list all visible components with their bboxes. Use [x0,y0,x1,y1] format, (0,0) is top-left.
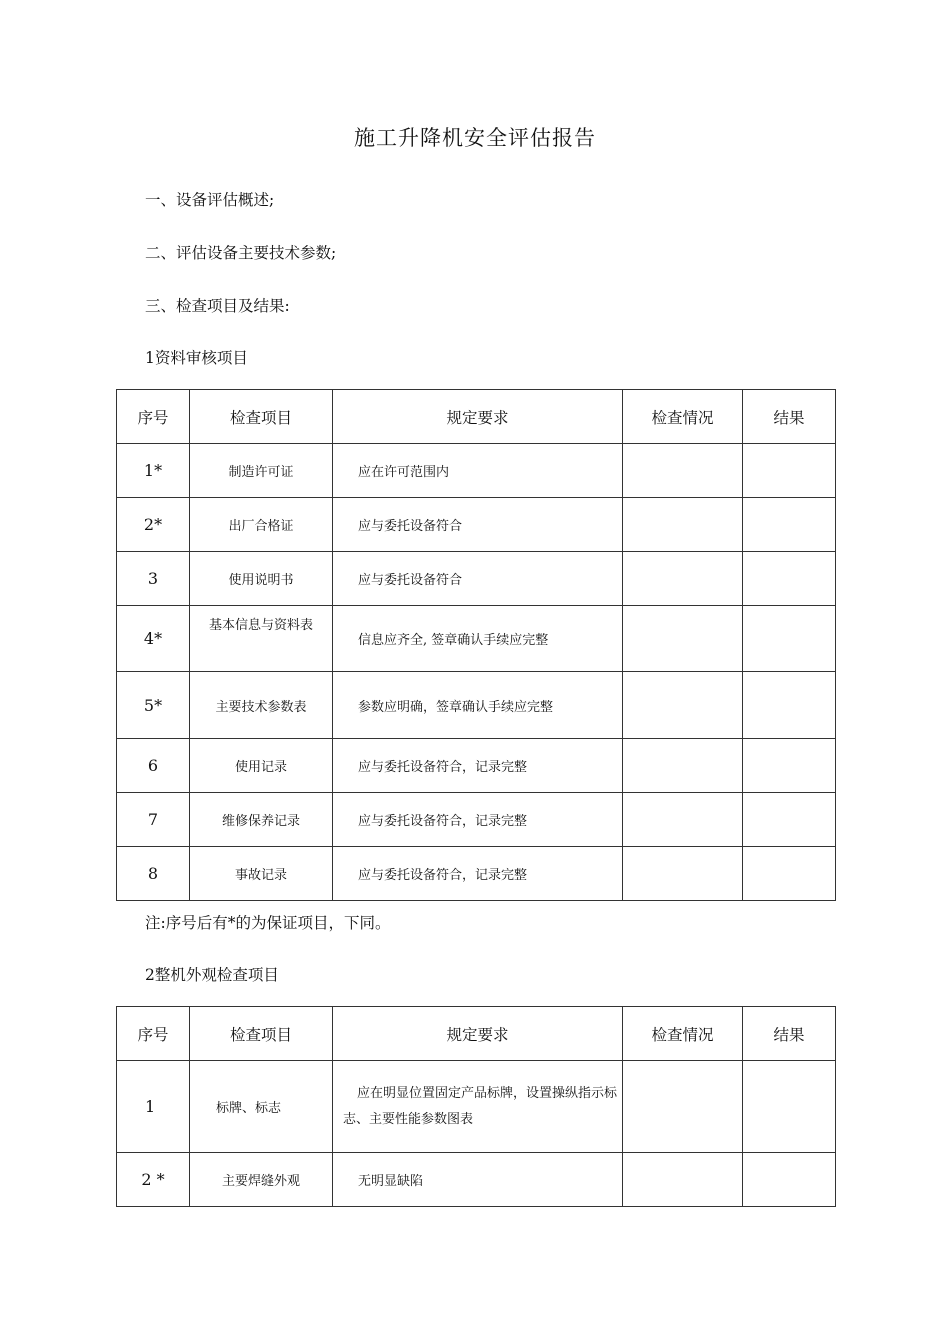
row-no: 8 [117,847,190,901]
row-result-cell[interactable] [743,847,836,901]
row-no: 1 [117,1061,190,1153]
row-item: 主要技术参数表 [190,672,333,739]
table-header-row [117,390,836,444]
header-result: 结果 [743,1007,836,1061]
table-row [117,444,836,498]
document-review-table [116,389,836,901]
row-item: 出厂合格证 [190,498,333,552]
table-row [117,739,836,793]
row-item: 标牌、标志 [190,1061,333,1153]
table1-note: 注:序号后有*的为保证项目，下同。 [145,914,391,932]
table1-heading: 1资料审核项目 [145,349,248,367]
row-result-cell[interactable] [743,444,836,498]
table-header-row [117,1007,836,1061]
section-parameters: 二、评估设备主要技术参数; [145,244,337,262]
table-row [117,606,836,672]
row-status-cell[interactable] [623,1061,743,1153]
row-no: 2 * [117,1153,190,1207]
row-result-cell[interactable] [743,793,836,847]
table-row [117,672,836,739]
row-requirement: 应与委托设备符合 [333,552,623,606]
table-row [117,1061,836,1153]
table-row [117,552,836,606]
row-requirement: 信息应齐全, 签章确认手续应完整 [333,606,623,672]
row-item: 使用记录 [190,739,333,793]
header-no: 序号 [117,1007,190,1061]
row-no: 4* [117,606,190,672]
appearance-check-table [116,1006,836,1207]
row-status-cell[interactable] [623,606,743,672]
table2-heading: 2整机外观检查项目 [145,966,279,984]
header-item: 检查项目 [190,1007,333,1061]
header-no: 序号 [117,390,190,444]
row-item: 制造许可证 [190,444,333,498]
row-result-cell[interactable] [743,552,836,606]
header-item: 检查项目 [190,390,333,444]
row-no: 7 [117,793,190,847]
row-requirement: 应在许可范围内 [333,444,623,498]
table-row [117,847,836,901]
row-item: 事故记录 [190,847,333,901]
row-item: 维修保养记录 [190,793,333,847]
row-requirement: 无明显缺陷 [333,1153,623,1207]
row-result-cell[interactable] [743,1153,836,1207]
row-status-cell[interactable] [623,793,743,847]
header-requirement: 规定要求 [333,1007,623,1061]
row-result-cell[interactable] [743,606,836,672]
row-status-cell[interactable] [623,444,743,498]
row-requirement: 应与委托设备符合 [333,498,623,552]
row-result-cell[interactable] [743,672,836,739]
section-inspection: 三、检查项目及结果: [145,297,290,315]
row-no: 2* [117,498,190,552]
page-title: 施工升降机安全评估报告 [354,126,596,150]
row-status-cell[interactable] [623,552,743,606]
table-row [117,498,836,552]
row-result-cell[interactable] [743,498,836,552]
row-status-cell[interactable] [623,739,743,793]
row-item: 主要焊缝外观 [190,1153,333,1207]
header-result: 结果 [743,390,836,444]
row-requirement: 应与委托设备符合，记录完整 [333,793,623,847]
row-item: 使用说明书 [190,552,333,606]
row-no: 5* [117,672,190,739]
row-status-cell[interactable] [623,672,743,739]
row-requirement: 参数应明确，签章确认手续应完整 [333,672,623,739]
row-result-cell[interactable] [743,1061,836,1153]
table-row [117,793,836,847]
section-overview: 一、设备评估概述; [145,191,275,209]
header-requirement: 规定要求 [333,390,623,444]
row-no: 3 [117,552,190,606]
row-no: 6 [117,739,190,793]
row-result-cell[interactable] [743,739,836,793]
row-item: 基本信息与资料表 [190,606,333,672]
header-status: 检查情况 [623,390,743,444]
row-no: 1* [117,444,190,498]
header-status: 检查情况 [623,1007,743,1061]
row-requirement: 应在明显位置固定产品标牌，设置操纵指示标志、主要性能参数图表 [333,1061,623,1153]
row-status-cell[interactable] [623,498,743,552]
row-requirement: 应与委托设备符合，记录完整 [333,847,623,901]
row-status-cell[interactable] [623,847,743,901]
table-row [117,1153,836,1207]
row-status-cell[interactable] [623,1153,743,1207]
row-requirement: 应与委托设备符合，记录完整 [333,739,623,793]
